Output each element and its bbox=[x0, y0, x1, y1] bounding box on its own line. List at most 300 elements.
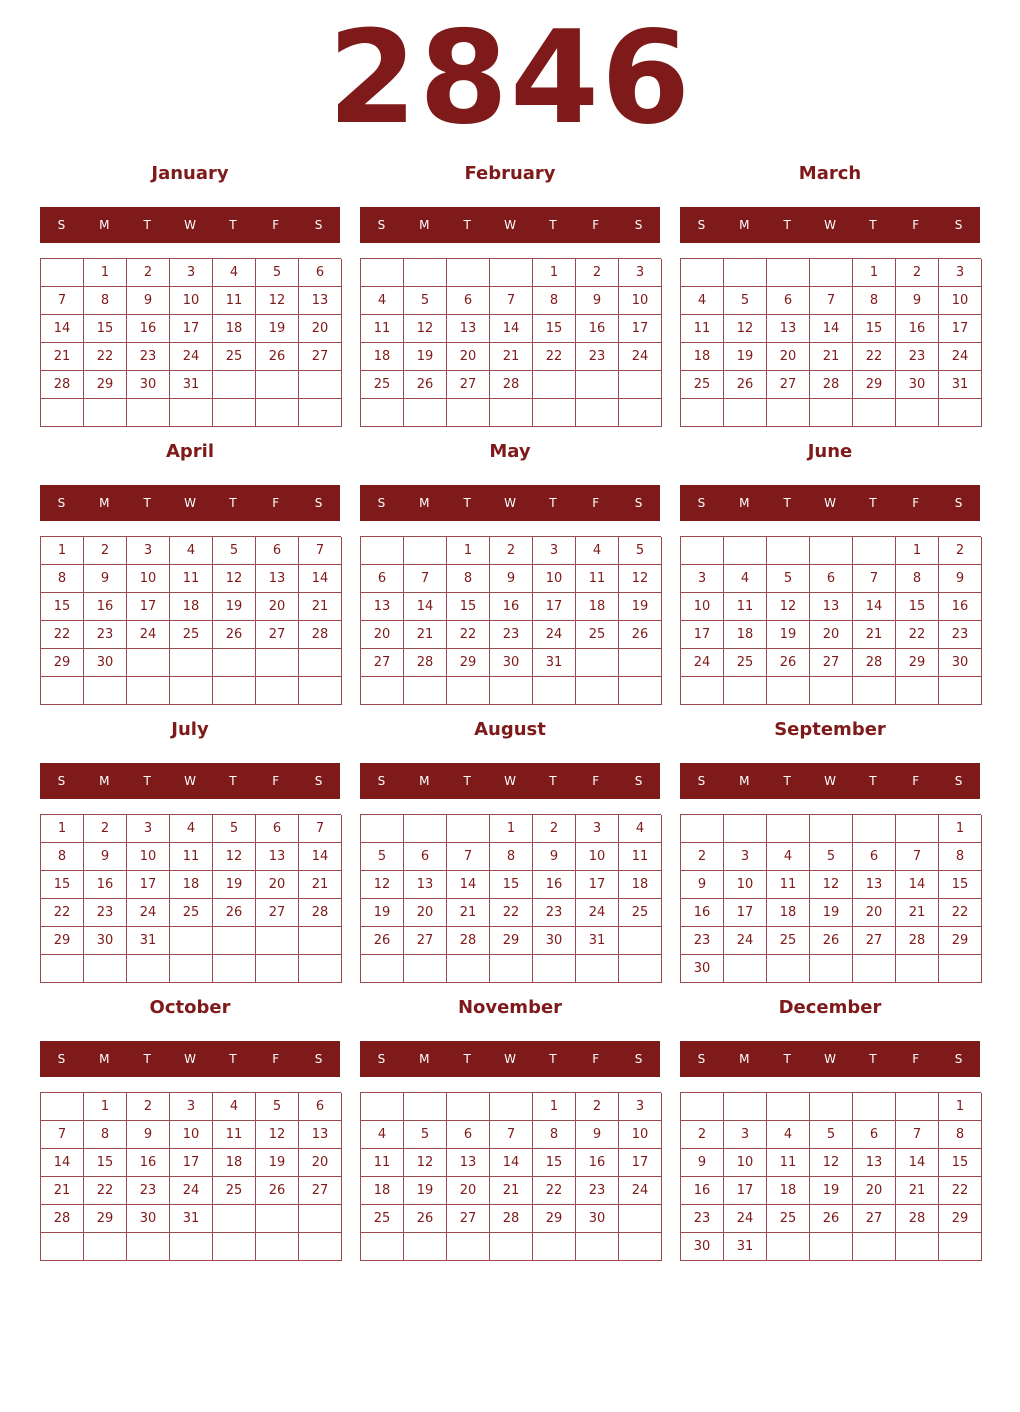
weekday-label: W bbox=[184, 774, 196, 788]
day-cell: 21 bbox=[299, 593, 342, 621]
day-cell: 5 bbox=[404, 287, 447, 315]
day-cell: 10 bbox=[619, 1121, 662, 1149]
weekday-label: W bbox=[504, 218, 516, 232]
day-cell: 20 bbox=[299, 315, 342, 343]
day-cell: 7 bbox=[41, 1121, 84, 1149]
empty-cell bbox=[619, 371, 662, 399]
day-cell: 12 bbox=[404, 1149, 447, 1177]
day-cell: 4 bbox=[170, 815, 213, 843]
empty-cell bbox=[299, 399, 342, 427]
weekday-label: F bbox=[592, 218, 600, 232]
weekday-label: T bbox=[463, 218, 471, 232]
day-cell: 27 bbox=[853, 1205, 896, 1233]
weekday-label: T bbox=[229, 774, 237, 788]
day-cell: 26 bbox=[361, 927, 404, 955]
day-cell: 11 bbox=[576, 565, 619, 593]
day-cell: 10 bbox=[533, 565, 576, 593]
weekday-label: F bbox=[592, 774, 600, 788]
day-cell: 26 bbox=[810, 1205, 853, 1233]
day-cell: 19 bbox=[810, 1177, 853, 1205]
day-cell: 5 bbox=[361, 843, 404, 871]
day-cell: 19 bbox=[404, 1177, 447, 1205]
day-cell: 26 bbox=[724, 371, 767, 399]
day-cell: 16 bbox=[896, 315, 939, 343]
empty-cell bbox=[41, 259, 84, 287]
day-cell: 13 bbox=[299, 287, 342, 315]
day-cell: 9 bbox=[576, 287, 619, 315]
day-cell: 27 bbox=[767, 371, 810, 399]
day-cell: 8 bbox=[84, 1121, 127, 1149]
weekday-label: M bbox=[739, 218, 750, 232]
weekday-label: S bbox=[314, 218, 323, 232]
day-cell: 5 bbox=[256, 1093, 299, 1121]
empty-cell bbox=[213, 1205, 256, 1233]
day-cell: 31 bbox=[127, 927, 170, 955]
day-cell: 23 bbox=[896, 343, 939, 371]
day-cell: 10 bbox=[619, 287, 662, 315]
day-cell: 13 bbox=[767, 315, 810, 343]
day-cell: 16 bbox=[576, 1149, 619, 1177]
weekday-label: S bbox=[57, 496, 66, 510]
day-cell: 26 bbox=[767, 649, 810, 677]
day-cell: 14 bbox=[447, 871, 490, 899]
weekday-label: S bbox=[377, 496, 386, 510]
day-cell: 26 bbox=[256, 1177, 299, 1205]
empty-cell bbox=[767, 677, 810, 705]
empty-cell bbox=[533, 955, 576, 983]
day-cell: 11 bbox=[361, 315, 404, 343]
day-cell: 17 bbox=[127, 593, 170, 621]
day-cell: 2 bbox=[681, 843, 724, 871]
empty-cell bbox=[404, 259, 447, 287]
day-cell: 7 bbox=[299, 537, 342, 565]
weekday-label: M bbox=[419, 1052, 430, 1066]
empty-cell bbox=[127, 1233, 170, 1261]
day-cell: 1 bbox=[84, 259, 127, 287]
day-cell: 14 bbox=[853, 593, 896, 621]
weekday-label: S bbox=[954, 496, 963, 510]
day-grid bbox=[360, 1092, 661, 1261]
day-cell: 25 bbox=[213, 343, 256, 371]
day-cell: 9 bbox=[896, 287, 939, 315]
day-cell: 16 bbox=[84, 871, 127, 899]
weekday-label: F bbox=[592, 1052, 600, 1066]
empty-cell bbox=[810, 815, 853, 843]
empty-cell bbox=[724, 537, 767, 565]
weekday-label: W bbox=[504, 1052, 516, 1066]
day-cell: 7 bbox=[853, 565, 896, 593]
weekday-label: F bbox=[272, 1052, 280, 1066]
weekday-label: S bbox=[697, 774, 706, 788]
empty-cell bbox=[724, 1093, 767, 1121]
day-cell: 4 bbox=[213, 259, 256, 287]
day-cell: 10 bbox=[724, 871, 767, 899]
day-cell: 1 bbox=[41, 537, 84, 565]
day-cell: 6 bbox=[256, 815, 299, 843]
weekday-label: T bbox=[783, 218, 791, 232]
day-cell: 14 bbox=[810, 315, 853, 343]
day-cell: 12 bbox=[213, 843, 256, 871]
weekday-label: W bbox=[824, 1052, 836, 1066]
day-cell: 13 bbox=[256, 565, 299, 593]
day-cell: 11 bbox=[361, 1149, 404, 1177]
day-cell: 18 bbox=[213, 315, 256, 343]
weekday-label: W bbox=[184, 1052, 196, 1066]
day-cell: 14 bbox=[41, 315, 84, 343]
day-cell: 2 bbox=[127, 259, 170, 287]
empty-cell bbox=[576, 371, 619, 399]
empty-cell bbox=[127, 955, 170, 983]
day-cell: 3 bbox=[576, 815, 619, 843]
month-name: December bbox=[778, 997, 882, 1018]
day-cell: 30 bbox=[127, 371, 170, 399]
empty-cell bbox=[170, 1233, 213, 1261]
day-cell: 26 bbox=[213, 899, 256, 927]
day-cell: 30 bbox=[490, 649, 533, 677]
weekday-label: S bbox=[377, 218, 386, 232]
empty-cell bbox=[41, 677, 84, 705]
day-cell: 6 bbox=[361, 565, 404, 593]
day-cell: 29 bbox=[84, 1205, 127, 1233]
day-cell: 11 bbox=[213, 287, 256, 315]
weekday-header bbox=[360, 207, 660, 243]
day-cell: 28 bbox=[299, 621, 342, 649]
day-cell: 16 bbox=[127, 315, 170, 343]
empty-cell bbox=[896, 677, 939, 705]
empty-cell bbox=[256, 677, 299, 705]
weekday-label: F bbox=[912, 1052, 920, 1066]
day-cell: 22 bbox=[896, 621, 939, 649]
day-cell: 8 bbox=[41, 843, 84, 871]
empty-cell bbox=[576, 955, 619, 983]
day-cell: 6 bbox=[447, 1121, 490, 1149]
day-cell: 22 bbox=[939, 899, 982, 927]
day-cell: 27 bbox=[299, 1177, 342, 1205]
day-cell: 3 bbox=[127, 815, 170, 843]
day-cell: 24 bbox=[939, 343, 982, 371]
weekday-label: T bbox=[143, 774, 151, 788]
day-cell: 18 bbox=[361, 1177, 404, 1205]
empty-cell bbox=[853, 537, 896, 565]
day-cell: 30 bbox=[127, 1205, 170, 1233]
day-cell: 24 bbox=[170, 1177, 213, 1205]
day-cell: 9 bbox=[127, 1121, 170, 1149]
day-cell: 27 bbox=[404, 927, 447, 955]
day-cell: 6 bbox=[299, 1093, 342, 1121]
day-grid bbox=[360, 814, 661, 983]
day-cell: 5 bbox=[213, 537, 256, 565]
day-cell: 8 bbox=[41, 565, 84, 593]
weekday-label: W bbox=[824, 218, 836, 232]
day-cell: 20 bbox=[361, 621, 404, 649]
weekday-header bbox=[680, 763, 980, 799]
day-cell: 12 bbox=[256, 287, 299, 315]
day-cell: 11 bbox=[170, 565, 213, 593]
empty-cell bbox=[213, 399, 256, 427]
empty-cell bbox=[404, 1233, 447, 1261]
weekday-label: T bbox=[869, 1052, 877, 1066]
day-cell: 16 bbox=[681, 1177, 724, 1205]
day-cell: 22 bbox=[447, 621, 490, 649]
day-cell: 5 bbox=[767, 565, 810, 593]
day-cell: 24 bbox=[681, 649, 724, 677]
month-name: July bbox=[171, 719, 209, 740]
weekday-label: M bbox=[99, 218, 110, 232]
day-cell: 4 bbox=[361, 1121, 404, 1149]
empty-cell bbox=[810, 677, 853, 705]
day-cell: 16 bbox=[533, 871, 576, 899]
day-cell: 18 bbox=[681, 343, 724, 371]
day-cell: 26 bbox=[810, 927, 853, 955]
day-cell: 20 bbox=[447, 343, 490, 371]
weekday-label: T bbox=[229, 218, 237, 232]
weekday-header bbox=[360, 763, 660, 799]
day-cell: 21 bbox=[41, 1177, 84, 1205]
day-cell: 29 bbox=[853, 371, 896, 399]
day-cell: 3 bbox=[939, 259, 982, 287]
empty-cell bbox=[41, 1093, 84, 1121]
day-cell: 25 bbox=[170, 621, 213, 649]
day-cell: 22 bbox=[939, 1177, 982, 1205]
day-cell: 17 bbox=[170, 1149, 213, 1177]
day-cell: 23 bbox=[127, 343, 170, 371]
empty-cell bbox=[361, 537, 404, 565]
weekday-label: M bbox=[99, 496, 110, 510]
empty-cell bbox=[724, 399, 767, 427]
month-name: January bbox=[151, 163, 229, 184]
day-cell: 30 bbox=[533, 927, 576, 955]
day-cell: 23 bbox=[84, 621, 127, 649]
empty-cell bbox=[213, 649, 256, 677]
day-cell: 11 bbox=[724, 593, 767, 621]
day-cell: 20 bbox=[256, 593, 299, 621]
day-cell: 2 bbox=[490, 537, 533, 565]
empty-cell bbox=[619, 1233, 662, 1261]
empty-cell bbox=[41, 1233, 84, 1261]
weekday-label: F bbox=[272, 496, 280, 510]
day-cell: 27 bbox=[853, 927, 896, 955]
day-cell: 16 bbox=[939, 593, 982, 621]
day-cell: 31 bbox=[939, 371, 982, 399]
day-cell: 11 bbox=[170, 843, 213, 871]
day-cell: 8 bbox=[84, 287, 127, 315]
day-cell: 1 bbox=[447, 537, 490, 565]
day-cell: 18 bbox=[170, 593, 213, 621]
day-cell: 22 bbox=[84, 1177, 127, 1205]
day-cell: 27 bbox=[361, 649, 404, 677]
day-cell: 20 bbox=[767, 343, 810, 371]
weekday-label: S bbox=[57, 1052, 66, 1066]
day-cell: 22 bbox=[84, 343, 127, 371]
empty-cell bbox=[724, 259, 767, 287]
weekday-label: T bbox=[869, 774, 877, 788]
day-cell: 5 bbox=[810, 1121, 853, 1149]
day-cell: 17 bbox=[681, 621, 724, 649]
day-cell: 10 bbox=[127, 565, 170, 593]
empty-cell bbox=[619, 677, 662, 705]
weekday-label: F bbox=[272, 774, 280, 788]
day-cell: 9 bbox=[84, 843, 127, 871]
day-cell: 3 bbox=[619, 259, 662, 287]
day-cell: 28 bbox=[896, 927, 939, 955]
day-cell: 12 bbox=[724, 315, 767, 343]
day-cell: 20 bbox=[853, 899, 896, 927]
day-cell: 24 bbox=[127, 899, 170, 927]
day-cell: 25 bbox=[361, 371, 404, 399]
empty-cell bbox=[299, 1233, 342, 1261]
weekday-header bbox=[680, 1041, 980, 1077]
empty-cell bbox=[213, 677, 256, 705]
day-cell: 11 bbox=[767, 1149, 810, 1177]
weekday-label: T bbox=[549, 1052, 557, 1066]
empty-cell bbox=[361, 955, 404, 983]
day-cell: 23 bbox=[576, 343, 619, 371]
day-cell: 9 bbox=[84, 565, 127, 593]
day-cell: 18 bbox=[361, 343, 404, 371]
weekday-label: W bbox=[824, 774, 836, 788]
day-cell: 23 bbox=[127, 1177, 170, 1205]
empty-cell bbox=[896, 815, 939, 843]
day-cell: 5 bbox=[724, 287, 767, 315]
day-cell: 6 bbox=[853, 843, 896, 871]
day-cell: 20 bbox=[447, 1177, 490, 1205]
empty-cell bbox=[939, 955, 982, 983]
day-cell: 22 bbox=[41, 899, 84, 927]
day-cell: 14 bbox=[896, 871, 939, 899]
empty-cell bbox=[681, 815, 724, 843]
day-cell: 1 bbox=[853, 259, 896, 287]
day-grid bbox=[360, 258, 661, 427]
day-cell: 7 bbox=[896, 1121, 939, 1149]
day-cell: 15 bbox=[490, 871, 533, 899]
empty-cell bbox=[767, 259, 810, 287]
day-cell: 27 bbox=[810, 649, 853, 677]
empty-cell bbox=[490, 677, 533, 705]
weekday-label: M bbox=[739, 496, 750, 510]
day-cell: 11 bbox=[681, 315, 724, 343]
day-cell: 24 bbox=[724, 927, 767, 955]
day-cell: 21 bbox=[490, 1177, 533, 1205]
day-cell: 28 bbox=[490, 371, 533, 399]
empty-cell bbox=[170, 399, 213, 427]
day-cell: 16 bbox=[490, 593, 533, 621]
day-cell: 1 bbox=[939, 815, 982, 843]
day-cell: 2 bbox=[896, 259, 939, 287]
day-cell: 25 bbox=[576, 621, 619, 649]
day-cell: 23 bbox=[84, 899, 127, 927]
day-cell: 13 bbox=[853, 1149, 896, 1177]
day-cell: 29 bbox=[533, 1205, 576, 1233]
day-cell: 9 bbox=[490, 565, 533, 593]
day-cell: 13 bbox=[404, 871, 447, 899]
day-cell: 29 bbox=[490, 927, 533, 955]
month-name: August bbox=[474, 719, 546, 740]
month-name: June bbox=[807, 441, 853, 462]
day-cell: 25 bbox=[619, 899, 662, 927]
day-cell: 11 bbox=[213, 1121, 256, 1149]
empty-cell bbox=[896, 1233, 939, 1261]
weekday-label: F bbox=[272, 218, 280, 232]
day-cell: 18 bbox=[724, 621, 767, 649]
empty-cell bbox=[853, 815, 896, 843]
empty-cell bbox=[681, 1093, 724, 1121]
day-cell: 19 bbox=[213, 593, 256, 621]
day-cell: 4 bbox=[767, 843, 810, 871]
empty-cell bbox=[939, 677, 982, 705]
day-cell: 14 bbox=[299, 565, 342, 593]
weekday-label: T bbox=[463, 774, 471, 788]
empty-cell bbox=[939, 1233, 982, 1261]
day-cell: 3 bbox=[724, 843, 767, 871]
day-cell: 2 bbox=[576, 259, 619, 287]
day-cell: 5 bbox=[213, 815, 256, 843]
day-cell: 28 bbox=[404, 649, 447, 677]
empty-cell bbox=[533, 1233, 576, 1261]
empty-cell bbox=[127, 677, 170, 705]
empty-cell bbox=[896, 955, 939, 983]
day-cell: 6 bbox=[767, 287, 810, 315]
empty-cell bbox=[490, 955, 533, 983]
empty-cell bbox=[490, 259, 533, 287]
weekday-header bbox=[360, 1041, 660, 1077]
day-cell: 6 bbox=[810, 565, 853, 593]
day-cell: 12 bbox=[619, 565, 662, 593]
day-cell: 31 bbox=[724, 1233, 767, 1261]
day-cell: 29 bbox=[939, 927, 982, 955]
day-cell: 21 bbox=[299, 871, 342, 899]
day-cell: 17 bbox=[619, 315, 662, 343]
day-cell: 7 bbox=[490, 1121, 533, 1149]
day-cell: 6 bbox=[256, 537, 299, 565]
weekday-label: W bbox=[184, 218, 196, 232]
day-cell: 10 bbox=[724, 1149, 767, 1177]
day-cell: 12 bbox=[810, 871, 853, 899]
day-cell: 1 bbox=[490, 815, 533, 843]
day-cell: 4 bbox=[681, 287, 724, 315]
empty-cell bbox=[490, 1093, 533, 1121]
day-cell: 31 bbox=[576, 927, 619, 955]
weekday-label: M bbox=[419, 218, 430, 232]
day-cell: 1 bbox=[939, 1093, 982, 1121]
day-cell: 3 bbox=[170, 1093, 213, 1121]
day-cell: 3 bbox=[127, 537, 170, 565]
weekday-label: S bbox=[634, 774, 643, 788]
day-cell: 25 bbox=[724, 649, 767, 677]
day-cell: 4 bbox=[619, 815, 662, 843]
empty-cell bbox=[256, 1233, 299, 1261]
day-grid bbox=[680, 536, 981, 705]
empty-cell bbox=[41, 955, 84, 983]
day-cell: 4 bbox=[213, 1093, 256, 1121]
empty-cell bbox=[404, 677, 447, 705]
weekday-label: F bbox=[912, 774, 920, 788]
day-cell: 24 bbox=[170, 343, 213, 371]
day-cell: 28 bbox=[447, 927, 490, 955]
day-cell: 21 bbox=[41, 343, 84, 371]
day-cell: 10 bbox=[170, 1121, 213, 1149]
day-cell: 27 bbox=[256, 899, 299, 927]
empty-cell bbox=[767, 399, 810, 427]
empty-cell bbox=[404, 815, 447, 843]
empty-cell bbox=[490, 1233, 533, 1261]
day-cell: 24 bbox=[533, 621, 576, 649]
day-cell: 8 bbox=[490, 843, 533, 871]
day-cell: 2 bbox=[533, 815, 576, 843]
day-cell: 29 bbox=[939, 1205, 982, 1233]
weekday-label: F bbox=[912, 218, 920, 232]
day-grid bbox=[680, 1092, 981, 1261]
empty-cell bbox=[127, 649, 170, 677]
